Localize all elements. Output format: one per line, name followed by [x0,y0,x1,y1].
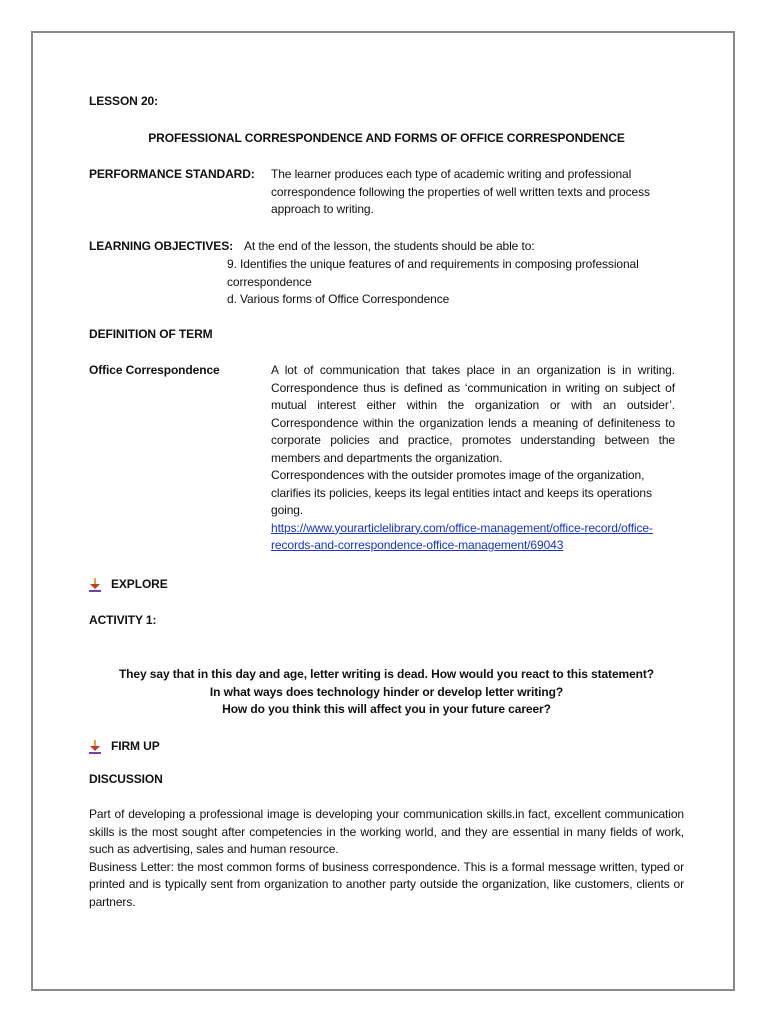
office-correspondence-label: Office Correspondence [89,363,220,377]
objective-item: d. Various forms of Office Correspondence [227,292,450,306]
page-title: PROFESSIONAL CORRESPONDENCE AND FORMS OF OFFICE CORRESPONDENCE [148,131,625,145]
down-arrow-icon [89,578,101,592]
objective-item: 9. Identifies the unique features of and requirements in composing professional correspondence [227,257,639,289]
explore-section [89,576,168,594]
discussion-paragraph: Business Letter: the most common forms of business correspondence. This is a formal message written, typed or printed and is typically sent from organization to another party outside the organization, like customers, clients or partners. [89,859,684,909]
activity-question [89,666,684,719]
firm-up-section [89,738,160,756]
question-line: In what ways does technology hinder or develop letter writing? [209,684,564,699]
discussion-heading: DISCUSSION [89,772,163,786]
discussion-paragraph: Part of developing a professional image is developing your communication skills.in fact, excellent communication skills is the most sought after competencies in the working world, and they are essential in many fields of work, such as advertising, sales and human resource. [89,807,684,856]
performance-standard-label: PERFORMANCE STANDARD: [89,167,255,181]
definition-paragraph: Correspondences with the outsider promotes image of the organization, clarifies its policies, keeps its legal entities intact and keeps its operations going. [271,468,652,517]
learning-objectives-intro: At the end of the lesson, the students should be able to: [244,239,535,253]
definition-heading: DEFINITION OF TERM [89,327,213,341]
firm-up-label: FIRM UP [111,739,160,753]
question-line: How do you think this will affect you in your future career? [222,702,551,716]
definition-paragraph: A lot of communication that takes place in an organization is in writing. Correspondence thus is defined as ‘communication in writing on subject of mutual interest either within the organization or with an outsider’. Correspondence within the organization lends a meaning of definiteness to corporate policies and practice, promotes understanding between the members and departments the organization. [271,363,675,465]
learning-objectives-label: LEARNING OBJECTIVES: [89,239,234,253]
office-correspondence-definition [271,362,675,555]
explore-label: EXPLORE [111,577,168,591]
discussion-body [89,806,684,911]
question-line: They say that in this day and age, letter writing is dead. How would you react to this statement? [118,667,655,681]
activity-heading: ACTIVITY 1: [89,613,157,627]
performance-standard-text: The learner produces each type of academic writing and professional correspondence following the properties of well written texts and process approach to writing. [271,167,650,216]
lesson-heading: LESSON 20: [89,94,159,108]
down-arrow-icon [89,740,101,754]
source-link[interactable]: https://www.yourarticlelibrary.com/office-management/office-record/office-records-and-correspondence-office-management/69043 [271,520,653,552]
